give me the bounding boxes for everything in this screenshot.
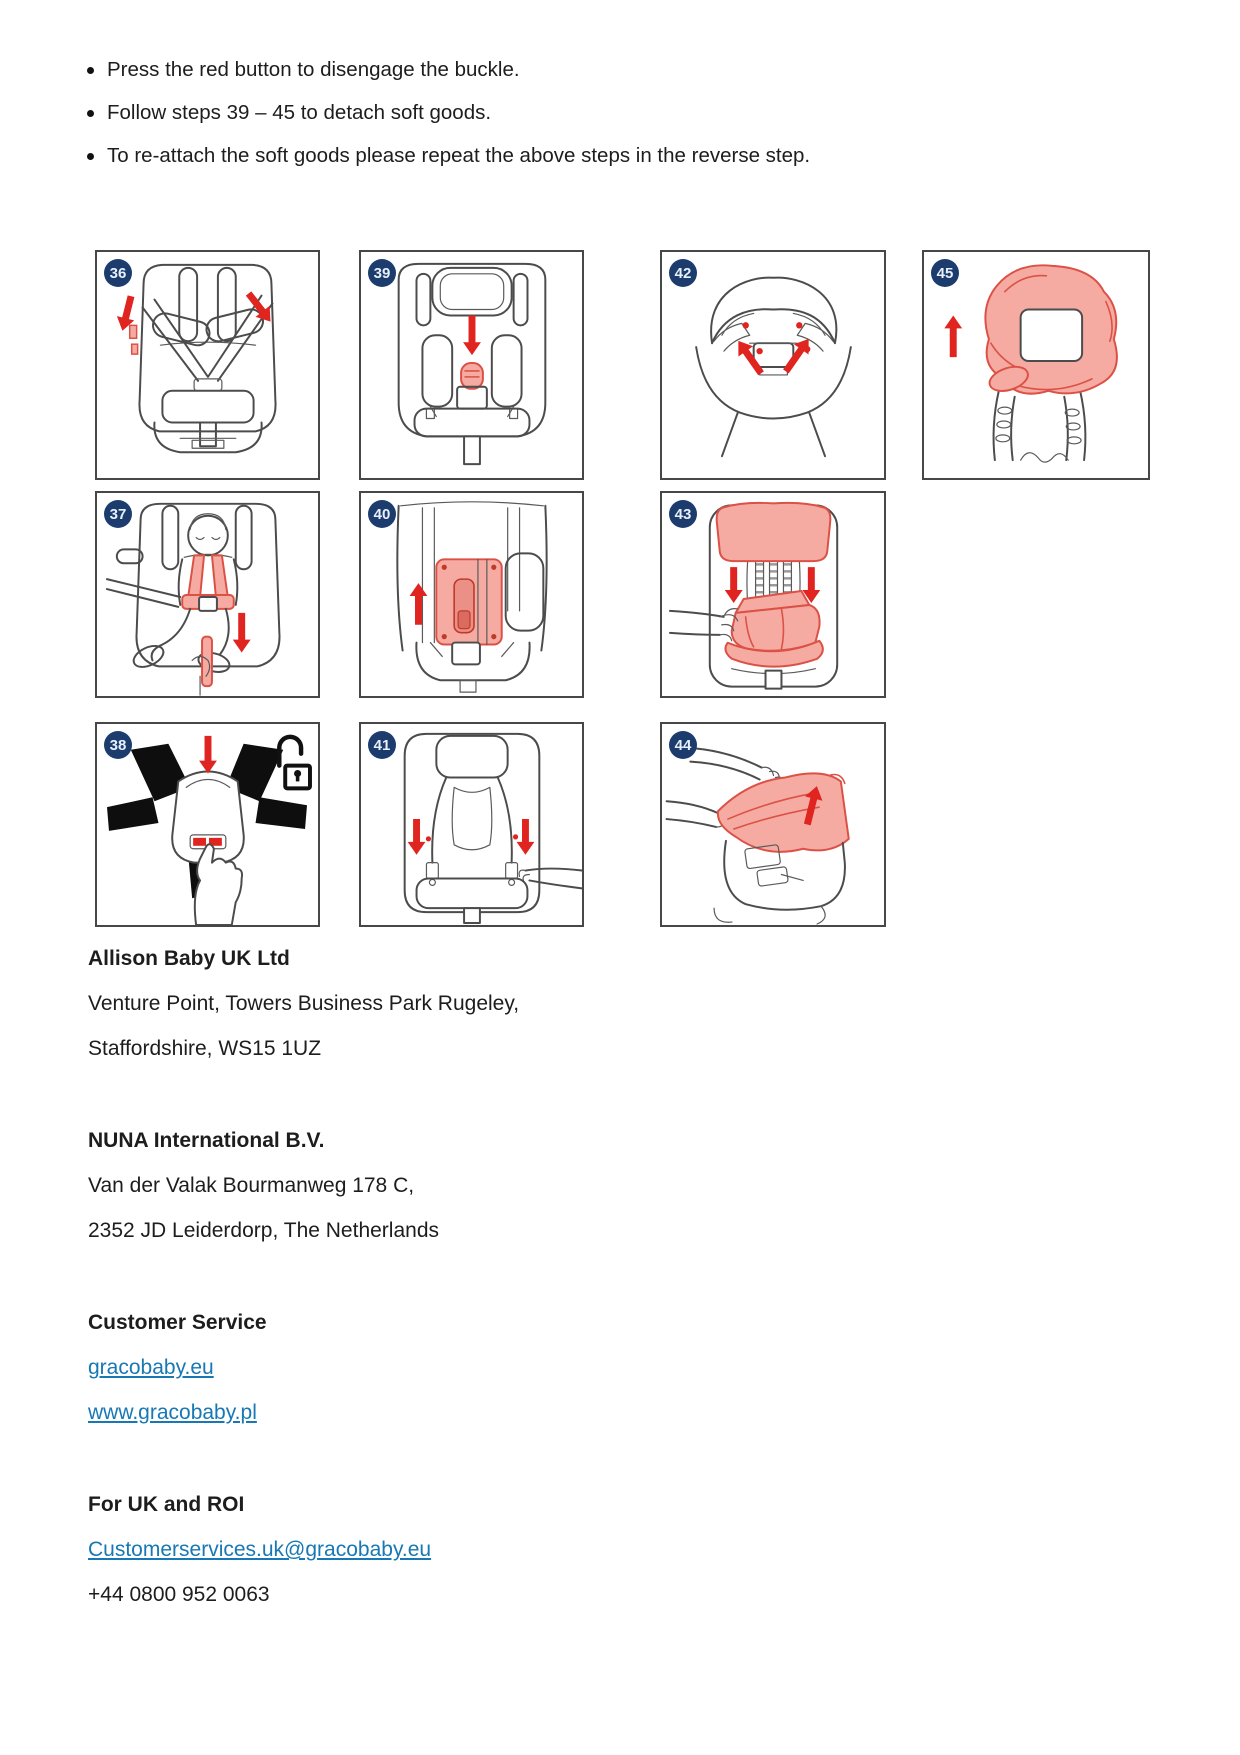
back-panel-lift-illustration	[361, 493, 582, 696]
figure-40	[359, 491, 584, 698]
company-name-uk: Allison Baby UK Ltd	[88, 947, 290, 970]
seat-front-harness-straps-illustration	[97, 252, 318, 478]
section-gap	[88, 1253, 1068, 1300]
headrest-cover-pull-down-illustration	[662, 493, 884, 696]
bullet-item: To re-attach the soft goods please repeat the above steps in the reverse step.	[84, 144, 810, 168]
step-number-badge: 44	[669, 731, 697, 759]
company-uk-address-line: Venture Point, Towers Business Park Rugeley,	[88, 992, 520, 1015]
figure-44	[660, 722, 886, 927]
buckle-press-release-illustration	[97, 724, 318, 925]
step-number-badge: 36	[104, 259, 132, 287]
contact-info	[88, 936, 1068, 1617]
company-nl-address-line: Van der Valak Bourmanweg 178 C,	[88, 1174, 415, 1197]
figure-41	[359, 722, 584, 927]
link-gracobaby-eu[interactable]: gracobaby.eu	[88, 1356, 214, 1379]
figure-37	[95, 491, 320, 698]
buckle-lower-into-seat-illustration	[361, 252, 582, 478]
customer-service-heading: Customer Service	[88, 1311, 267, 1334]
step-number-badge: 45	[931, 259, 959, 287]
figure-43	[660, 491, 886, 698]
figure-42	[660, 250, 886, 480]
cover-lift-off-frame-illustration	[924, 252, 1148, 478]
step-number-badge: 39	[368, 259, 396, 287]
link-gracobaby-pl[interactable]: www.gracobaby.pl	[88, 1401, 257, 1424]
section-gap	[88, 1435, 1068, 1482]
step-number-badge: 40	[368, 500, 396, 528]
step-number-badge: 37	[104, 500, 132, 528]
company-name-nl: NUNA International B.V.	[88, 1129, 325, 1152]
company-uk-address-line: Staffordshire, WS15 1UZ	[88, 1037, 322, 1060]
uk-roi-heading: For UK and ROI	[88, 1493, 245, 1516]
step-number-badge: 43	[669, 500, 697, 528]
link-customer-email[interactable]: Customerservices.uk@gracobaby.eu	[88, 1538, 432, 1561]
instruction-bullets	[84, 58, 810, 187]
step-number-badge: 42	[669, 259, 697, 287]
bullet-item: Press the red button to disengage the buckle.	[84, 58, 810, 82]
phone-number: +44 0800 952 0063	[88, 1583, 270, 1606]
figure-38	[95, 722, 320, 927]
seat-cover-pull-up-illustration	[662, 724, 884, 925]
section-gap	[88, 1071, 1068, 1118]
headrest-rear-hooks-illustration	[662, 252, 884, 478]
step-number-badge: 41	[368, 731, 396, 759]
figure-45	[922, 250, 1150, 480]
harness-straps-lower-illustration	[361, 724, 582, 925]
child-secured-harness-illustration	[97, 493, 318, 696]
figure-36	[95, 250, 320, 480]
bullet-item: Follow steps 39 – 45 to detach soft goods.	[84, 101, 810, 125]
figure-39	[359, 250, 584, 480]
step-number-badge: 38	[104, 731, 132, 759]
company-nl-address-line: 2352 JD Leiderdorp, The Netherlands	[88, 1219, 440, 1242]
